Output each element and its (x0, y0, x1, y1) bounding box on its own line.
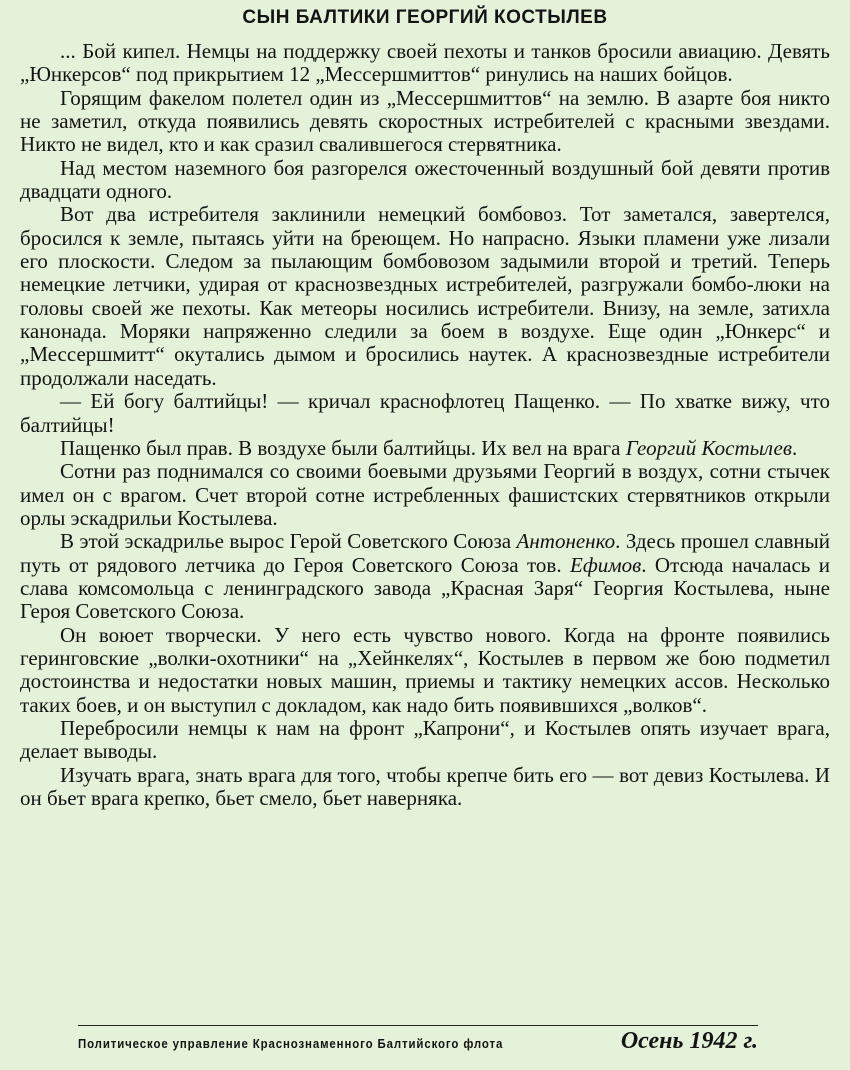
pilot-name: Георгий Костылев (625, 435, 792, 460)
paragraph-text: ... Бой кипел. Немцы на поддержку своей пехоты и танков бросили авиацию. Девять „Юнкерсов“ под прикрытием 12 „Мессершмиттов“ ринулись на наших бойцов. (20, 39, 830, 87)
footer-date: Осень 1942 г. (620, 1028, 758, 1054)
paragraph-text: Он воюет творчески. У него есть чувство нового. Когда на фронте появились геринговские „волки-охотники“ на „Хейнкелях“, Костылев в первом же бою подметил достоинства и недостатки новых машин, приемы и тактику немецких ассов. Несколько таких боев, и он выступил с докладом, как надо бить появившихся „волков“. (20, 622, 830, 717)
paragraph-text: Перебросили немцы к нам на фронт „Капрони“, и Костылев опять изучает врага, делает выводы. (20, 715, 830, 764)
paragraph-2 (20, 87, 830, 157)
paragraph-10 (20, 717, 830, 764)
hero-name: Антоненко (516, 529, 616, 554)
hero-name: Ефимов (570, 552, 642, 577)
article-body (20, 40, 830, 810)
paragraph-text: . (791, 435, 798, 460)
paragraph-3 (20, 157, 830, 204)
paragraph-11 (20, 764, 830, 811)
page-title: СЫН БАЛТИКИ ГЕОРГИЙ КОСТЫЛЕВ (242, 7, 608, 28)
paragraph-text: Горящим факелом полетел один из „Мессершмиттов“ на землю. В азарте боя никто не заметил, откуда появились девять скоростных истребителей с красными звездами. Никто не видел, кто и как сразил свалившегося стервятника. (20, 85, 830, 157)
footer-organization: Политическое управление Краснознаменного Балтийского флота (78, 1036, 504, 1051)
paragraph-text: — Ей богу балтийцы! — кричал краснофлотец Пащенко. — По хватке вижу, что балтийцы! (20, 389, 830, 437)
paragraph-text: Сотни раз поднимался со своими боевыми друзьями Георгий в воздух, сотни стычек имел он с врагом. Счет второй сотне истребленных фашистских стервятников открыли орлы эскадрильи Костылева. (20, 459, 830, 530)
paragraph-1 (20, 40, 830, 87)
paragraph-text: Изучать врага, знать врага для того, чтобы крепче бить его — вот девиз Костылева. И он бьет врага крепко, бьет смело, бьет наверняка. (20, 762, 830, 810)
paragraph-9 (20, 624, 830, 717)
paragraph-text: Над местом наземного боя разгорелся ожесточенный воздушный бой девяти против двадцати одного. (20, 155, 830, 204)
paragraph-6 (20, 437, 830, 460)
footer (78, 1025, 758, 1055)
paragraph-4 (20, 203, 830, 390)
paragraph-text: . Здесь прошел славный путь от рядового летчика до Героя Советского Союза тов. (20, 529, 830, 577)
paragraph-7 (20, 460, 830, 530)
paragraph-text: Пащенко был прав. В воздухе были балтийцы. Их вел на врага (60, 435, 626, 460)
paragraph-text: В этой эскадрилье вырос Герой Советского Союза (60, 529, 517, 554)
paragraph-text: Вот два истребителя заклинили немецкий бомбовоз. Тот заметался, завертелся, бросился к земле, пытаясь уйти на бреющем. Но напрасно. Языки пламени уже лизали его плоскости. Следом за пылающим бомбовозом задымили второй и третий. Теперь немецкие летчики, удирая от краснозвездных истребителей, разгружали бомбо-люки на головы своей же пехоты. Как метеоры носились истребители. Внизу, на земле, затихла канонада. Моряки напряженно следили за боем в воздухе. Еще один „Юнкерс“ и „Мессершмитт“ окутались дымом и бросились наутек. А краснозвездные истребители продолжали наседать. (20, 202, 830, 390)
paragraph-8 (20, 530, 830, 623)
paragraph-text: . Отсюда началась и слава комсомольца с ленинградского завода „Красная Заря“ Георгия Костылева, ныне Героя Советского Союза. (20, 552, 830, 624)
paragraph-5 (20, 390, 830, 437)
